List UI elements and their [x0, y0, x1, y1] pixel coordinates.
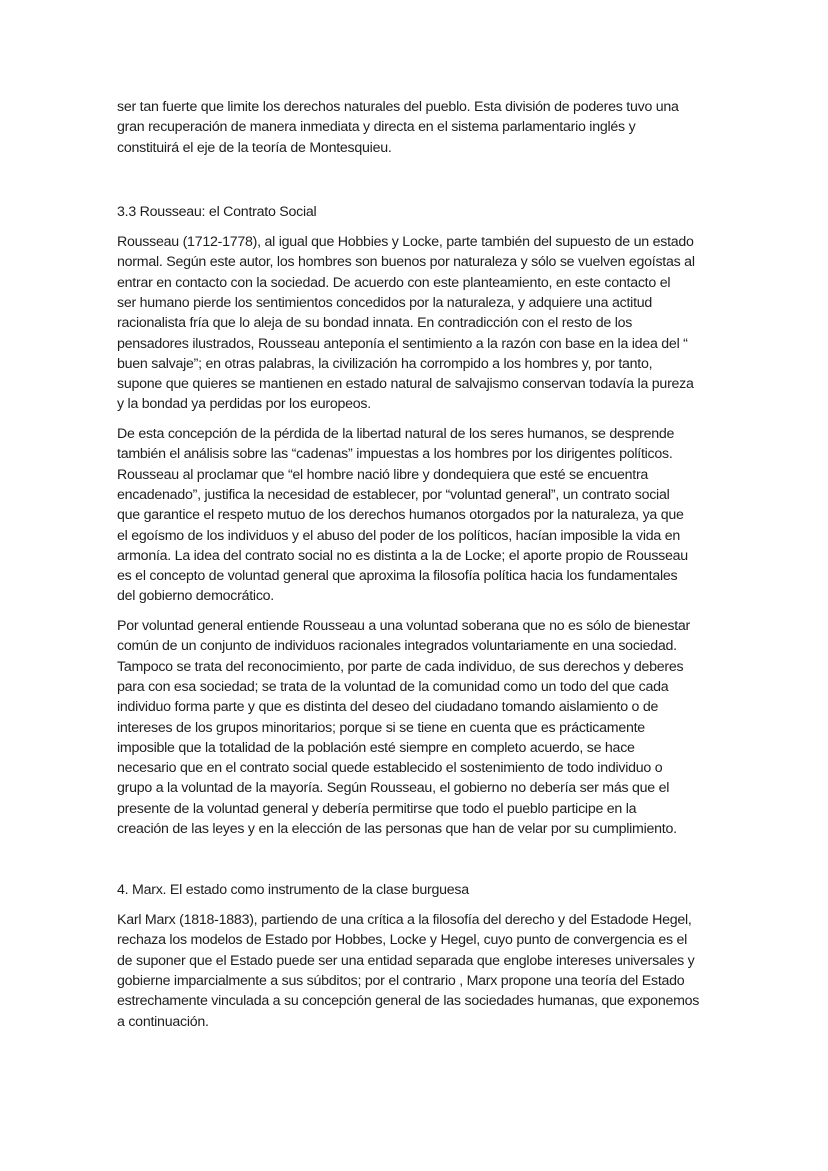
paragraph-line: De esta concepción de la pérdida de la libertad natural de los seres humanos, se desprende: [117, 426, 675, 442]
paragraph-line: Karl Marx (1818-1883), partiendo de una crítica a la filosofía del derecho y del Estadode Hegel,: [117, 912, 692, 928]
paragraph-line: grupo a la voluntad de la mayoría. Según Rousseau, el gobierno no debería ser más que el: [117, 780, 670, 797]
paragraph-line: creación de las leyes y en la elección de las personas que han de velar por su cumplimiento.: [117, 821, 677, 837]
paragraph-line: que garantice el respeto mutuo de los derechos humanos otorgados por la naturaleza, ya que: [117, 507, 684, 524]
paragraph-line: también el análisis sobre las “cadenas” impuestas a los hombres por los dirigentes políticos.: [117, 446, 673, 463]
paragraph-line: constituirá el eje de la teoría de Montesquieu.: [117, 139, 392, 156]
section-heading: 3.3 Rousseau: el Contrato Social: [117, 204, 317, 220]
paragraph-line: armonía. La idea del contrato social no es distinta a la de Locke; el aporte propio de Rousseau: [117, 547, 688, 564]
paragraph-line: estrechamente vinculada a su concepción general de las sociedades humanas, que exponemos: [117, 993, 700, 1010]
paragraph-line: del gobierno democrático.: [117, 588, 275, 605]
paragraph-line: y la bondad ya perdidas por los europeos.: [117, 396, 371, 413]
paragraph-line: rechaza los modelos de Estado por Hobbes, Locke y Hegel, cuyo punto de convergencia es el: [117, 932, 688, 949]
paragraph-line: entrar en contacto con la sociedad. De acuerdo con este planteamiento, en este contacto el: [117, 274, 671, 291]
paragraph-line: Tampoco se trata del reconocimiento, por parte de cada individuo, de sus derechos y deberes: [117, 658, 684, 675]
paragraph-line: racionalista fría que lo aleja de su bondad innata. En contradicción con el resto de los: [117, 315, 633, 332]
paragraph-line: normal. Según este autor, los hombres son buenos por naturaleza y sólo se vuelven egoístas al: [117, 254, 695, 271]
paragraph-line: individuo forma parte y que es distinta del deseo del ciudadano tomando aislamiento o de: [117, 699, 659, 716]
paragraph-line: intereses de los grupos minoritarios; porque si se tiene en cuenta que es prácticamente: [117, 719, 645, 736]
paragraph-line: imposible que la totalidad de la población esté siempre en completo acuerdo, se hace: [117, 739, 635, 756]
paragraph-line: de suponer que el Estado puede ser una entidad separada que englobe intereses universales y: [117, 952, 695, 969]
section-heading: 4. Marx. El estado como instrumento de la clase burguesa: [117, 882, 469, 898]
paragraph-line: a continuación.: [117, 1013, 209, 1030]
paragraph-line: Rousseau (1712-1778), al igual que Hobbies y Locke, parte también del supuesto de un estado: [117, 234, 694, 250]
paragraph-line: pensadores ilustrados, Rousseau anteponía el sentimiento a la razón con base en la idea del “: [117, 335, 688, 352]
paragraph-line: supone que quieres se mantienen en estado natural de salvajismo conservan todavía la pureza: [117, 376, 694, 393]
paragraph-line: común de un conjunto de individuos racionales integrados voluntariamente en una sociedad.: [117, 638, 677, 655]
paragraph-line: es el concepto de voluntad general que aproxima la filosofía política hacia los fundamentales: [117, 568, 678, 585]
paragraph-line: encadenado”, justifica la necesidad de establecer, por “voluntad general”, un contrato social: [117, 486, 670, 503]
paragraph-line: presente de la voluntad general y debería permitirse que todo el pueblo participe en la: [117, 800, 637, 817]
paragraph-line: ser tan fuerte que limite los derechos naturales del pueblo. Esta división de poderes tuvo una: [117, 99, 679, 115]
paragraph-line: ser humano pierde los sentimientos concedidos por la naturaleza, y adquiere una actitud: [117, 294, 653, 311]
paragraph-line: el egoísmo de los individuos y el abuso del poder de los políticos, hacían imposible la vida en: [117, 527, 681, 544]
paragraph-line: Rousseau al proclamar que “el hombre nació libre y dondequiera que esté se encuentra: [117, 466, 649, 483]
paragraph-line: buen salvaje”; en otras palabras, la civilización ha corrompido a los hombres y, por tanto,: [117, 355, 653, 372]
paragraph-line: necesario que en el contrato social quede establecido el sostenimiento de todo individuo o: [117, 760, 663, 777]
paragraph-line: para con esa sociedad; se trata de la voluntad de la comunidad como un todo del que cada: [117, 678, 669, 695]
paragraph-line: Por voluntad general entiende Rousseau a una voluntad soberana que no es sólo de bienestar: [117, 618, 691, 634]
paragraph-line: gran recuperación de manera inmediata y directa en el sistema parlamentario inglés y: [117, 119, 636, 136]
paragraph-line: gobierne imparcialmente a sus súbditos; por el contrario , Marx propone una teoría del Estado: [117, 972, 685, 989]
